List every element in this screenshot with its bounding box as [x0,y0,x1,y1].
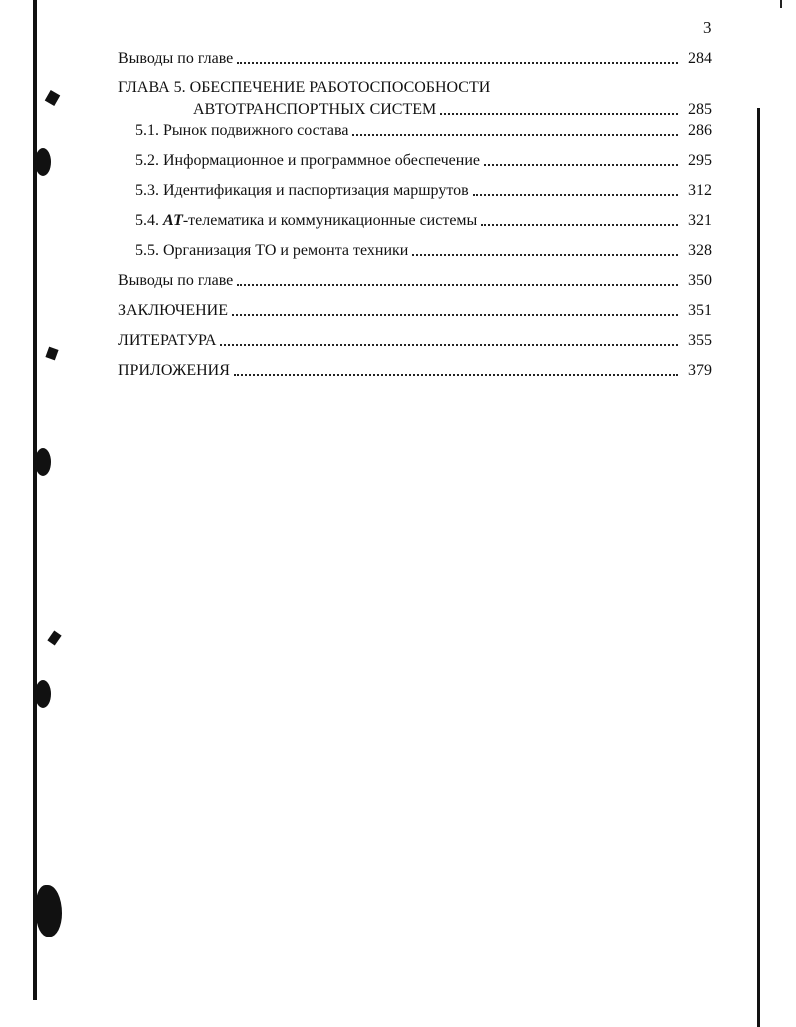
toc-entry-page: 285 [688,101,712,118]
toc-entry-section-5-1[interactable] [135,119,712,141]
dot-leader [237,284,678,286]
toc-entry-conclusion[interactable] [118,299,712,321]
toc-entry-page: 286 [688,122,712,139]
toc-entry-page: 321 [688,212,712,229]
toc-entry-label: Выводы по главе [118,50,234,67]
toc-entry-page: 355 [688,332,712,349]
toc-entry-page: 312 [688,182,712,199]
toc-entry-label: 5.5. Организация ТО и ремонта техники [135,242,409,259]
dot-leader [237,62,678,64]
toc-entry-page: 350 [688,272,712,289]
dot-leader [352,134,678,136]
dot-leader [234,374,678,376]
toc-entry-appendices[interactable] [118,359,712,381]
toc-entry-chapter-5[interactable] [193,98,712,120]
dot-leader [232,314,678,316]
toc-entry-section-5-4[interactable] [135,209,712,231]
toc-entry-literature[interactable] [118,329,712,351]
toc-entry-label: ЗАКЛЮЧЕНИЕ [118,302,228,319]
toc-entry-section-5-5[interactable] [135,239,712,261]
dot-leader [440,113,678,115]
toc-entry-label: 5.1. Рынок подвижного состава [135,122,349,139]
page-number: 3 [703,18,712,37]
toc-entry-conclusions-ch5[interactable] [118,269,712,291]
toc-entry-page: 328 [688,242,712,259]
dot-leader [473,194,678,196]
dot-leader [481,224,678,226]
toc-entry-label [135,211,477,231]
dot-leader [412,254,678,256]
toc-entry-label: 5.2. Информационное и программное обеспечение [135,152,480,169]
toc-entry-label: Выводы по главе [118,272,234,289]
chapter-5-title-line1[interactable]: ГЛАВА 5. ОБЕСПЕЧЕНИЕ РАБОТОСПОСОБНОСТИ [118,79,491,96]
section-title: -телематика и коммуникационные системы [182,212,478,229]
dot-leader [484,164,678,166]
toc-entry-page: 351 [688,302,712,319]
toc-entry-page: 284 [688,50,712,67]
dot-leader [220,344,678,346]
toc-entry-label: ЛИТЕРАТУРА [118,332,217,349]
toc-entry-label: 5.3. Идентификация и паспортизация маршрутов [135,182,469,199]
abbreviation: АТ [163,212,183,229]
toc-entry-section-5-2[interactable] [135,149,712,171]
toc-entry-label: ПРИЛОЖЕНИЯ [118,362,230,379]
toc-entry-section-5-3[interactable] [135,179,712,201]
toc-entry-page: 379 [688,362,712,379]
section-number: 5.4. [135,212,163,229]
toc-entry-page: 295 [688,152,712,169]
chapter-5-title-line2: АВТОТРАНСПОРТНЫХ СИСТЕМ [193,101,437,118]
toc-entry-conclusions-ch4[interactable] [118,47,712,69]
